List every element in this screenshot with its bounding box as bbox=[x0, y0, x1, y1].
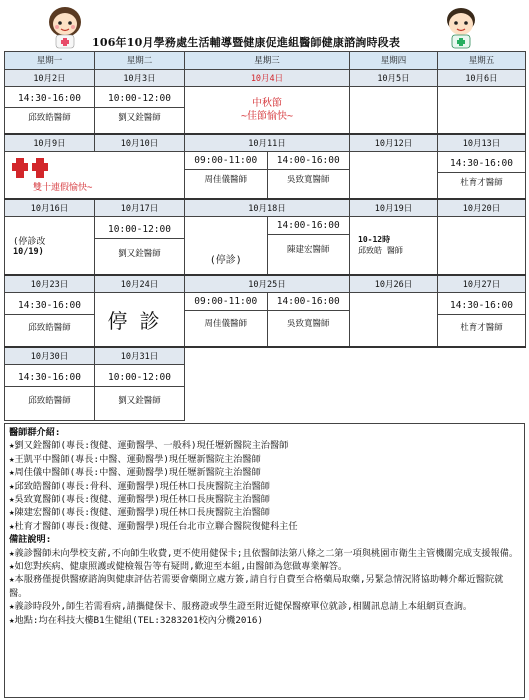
date-cell: 10月11日 bbox=[185, 134, 350, 152]
girl-mascot-icon bbox=[42, 2, 88, 50]
schedule-row bbox=[5, 364, 526, 420]
page-title: 106年10月學務處生活輔導暨健康促進組醫師健康諮詢時段表 bbox=[92, 36, 401, 49]
doctor-bio: ★吳致寬醫師(專長:復健、運動醫學)現任林口長庚醫院主治醫師 bbox=[9, 494, 270, 506]
empty-cell bbox=[438, 87, 526, 134]
slot-cell bbox=[438, 293, 526, 347]
makeup-cell bbox=[350, 216, 438, 275]
weekday-mon: 星期一 bbox=[5, 52, 95, 70]
doctor-bio: ★周佳儀中醫師(專長:中醫、運動醫學)現任壢新醫院主治醫師 bbox=[9, 467, 261, 479]
blank-cell bbox=[438, 364, 526, 420]
note-item: ★本服務僅提供醫療諮詢與健康評估若需要會藥開立處方簽,請自行自費至合格藥局取藥,另緊急情況將協助轉介鄰近醫院就醫。 bbox=[9, 574, 504, 599]
slot-doctor: 劉又銓醫師 bbox=[118, 113, 161, 124]
date-row bbox=[5, 134, 526, 152]
slot-time: 09:00-11:00 bbox=[185, 293, 267, 311]
red-cross-icon bbox=[9, 155, 53, 181]
blank-cell bbox=[350, 347, 438, 365]
slot-cell bbox=[5, 293, 95, 347]
slot-doctor: 陳建宏醫師 bbox=[286, 244, 330, 255]
slot-cell bbox=[5, 87, 95, 134]
blank-cell bbox=[185, 364, 350, 420]
cancelled-label: 停診 bbox=[107, 309, 172, 333]
slot-doctor: 周佳儀醫師 bbox=[204, 174, 247, 185]
slot-doctor: 吳致寬醫師 bbox=[286, 319, 330, 330]
split-cell bbox=[185, 151, 350, 198]
doctors-heading: 醫師群介紹: bbox=[9, 427, 61, 438]
cancel-note: (停診改 bbox=[13, 236, 46, 247]
note-item: ★義診醫師未向學校支薪,不向師生收費,更不使用健保卡;且依醫師法第八條之二第一項與桃園市衛生主管機關完成支援報備。 bbox=[9, 547, 519, 559]
weekday-tue: 星期二 bbox=[95, 52, 185, 70]
schedule-row bbox=[5, 87, 526, 134]
slot-time: 14:00-16:00 bbox=[268, 293, 350, 311]
holiday-greeting: 雙十連假愉快~ bbox=[33, 182, 93, 193]
slot-time: 10:00-12:00 bbox=[95, 221, 184, 239]
weekday-header-row bbox=[5, 52, 526, 70]
doctor-bio: ★杜育才醫師(專長:復健、運動醫學)現任台北市立聯合醫院復健科主任 bbox=[9, 520, 298, 532]
blank-cell bbox=[438, 347, 526, 365]
date-cell: 10月20日 bbox=[438, 199, 526, 217]
slot-time: 10:00-12:00 bbox=[95, 369, 184, 387]
split-cell bbox=[185, 293, 350, 347]
header bbox=[0, 0, 529, 52]
holiday-label: 中秋節 bbox=[252, 97, 282, 109]
date-cell: 10月9日 bbox=[5, 134, 95, 152]
date-cell: 10月27日 bbox=[438, 275, 526, 293]
split-cell bbox=[185, 216, 350, 275]
note-item: ★地點:均在科技大樓B1生健組(TEL:3283201校內分機2016) bbox=[9, 614, 263, 626]
slot-time: 14:30-16:00 bbox=[5, 297, 94, 315]
slot-time: 14:30-16:00 bbox=[5, 369, 94, 387]
date-cell: 10月19日 bbox=[350, 199, 438, 217]
date-cell: 10月13日 bbox=[438, 134, 526, 152]
makeup-time: 10-12時 bbox=[358, 235, 391, 245]
date-cell: 10月6日 bbox=[438, 69, 526, 87]
cancel-note-date: 10/19) bbox=[13, 246, 44, 257]
boy-mascot-icon bbox=[438, 2, 484, 50]
note-item: ★如您對疾病、健康照護或健檢報告等有疑問,歡迎至本組,由醫師為您做專業解答。 bbox=[9, 561, 348, 573]
empty-cell bbox=[438, 216, 526, 275]
slot-time: 14:00-16:00 bbox=[268, 152, 350, 170]
date-cell: 10月24日 bbox=[95, 275, 185, 293]
holiday-cell bbox=[185, 87, 350, 134]
doctor-bio: ★邱致皓醫師(專長:骨科、運動醫學)現任林口長庚醫院主治醫師 bbox=[9, 480, 270, 492]
note-item: ★義診時段外,師生若需看病,請攜健保卡、服務證或學生證至附近健保醫療單位就診,相關訊息請上本組網頁查詢。 bbox=[9, 601, 473, 613]
date-cell: 10月26日 bbox=[350, 275, 438, 293]
slot-cell bbox=[95, 364, 185, 420]
date-cell: 10月30日 bbox=[5, 347, 95, 365]
date-cell: 10月12日 bbox=[350, 134, 438, 152]
date-cell: 10月17日 bbox=[95, 199, 185, 217]
doctor-bio: ★陳建宏醫師(專長:復健、運動醫學)現任林口長庚醫院主治醫師 bbox=[9, 507, 270, 519]
slot-time: 10:00-12:00 bbox=[95, 90, 184, 108]
empty-cell bbox=[350, 87, 438, 134]
slot-doctor: 周佳儀醫師 bbox=[204, 319, 247, 330]
note-cell bbox=[5, 216, 95, 275]
cancelled-cell bbox=[95, 293, 185, 347]
doctor-bio: ★王凱平中醫師(專長:中醫、運動醫學)現任壢新醫院主治醫師 bbox=[9, 453, 261, 465]
weekday-fri: 星期五 bbox=[438, 52, 526, 70]
weekday-thu: 星期四 bbox=[350, 52, 438, 70]
schedule-row bbox=[5, 293, 526, 347]
schedule-row bbox=[5, 151, 526, 198]
holiday-cell bbox=[5, 151, 185, 198]
date-cell: 10月18日 bbox=[185, 199, 350, 217]
slot-time: 14:30-16:00 bbox=[438, 155, 525, 173]
date-cell: 10月10日 bbox=[95, 134, 185, 152]
slot-time: 14:30-16:00 bbox=[5, 90, 94, 108]
date-row bbox=[5, 199, 526, 217]
slot-doctor: 邱致皓醫師 bbox=[28, 323, 71, 333]
date-cell: 10月23日 bbox=[5, 275, 95, 293]
holiday-greeting: ~佳節愉快~ bbox=[240, 110, 294, 122]
empty-cell bbox=[350, 151, 438, 198]
weekday-wed: 星期三 bbox=[185, 52, 350, 70]
slot-doctor: 邱致皓醫師 bbox=[28, 395, 71, 406]
doctor-bio: ★劉又銓醫師(專長:復健、運動醫學、一般科)現任壢新醫院主治醫師 bbox=[9, 440, 289, 452]
slot-time: 09:00-11:00 bbox=[185, 152, 267, 170]
slot-cell bbox=[5, 364, 95, 420]
date-cell: 10月16日 bbox=[5, 199, 95, 217]
blank-cell bbox=[350, 364, 438, 420]
blank-cell bbox=[185, 347, 350, 365]
slot-time: 14:30-16:00 bbox=[438, 297, 525, 315]
date-cell: 10月3日 bbox=[95, 69, 185, 87]
info-panel bbox=[4, 423, 525, 698]
empty-cell bbox=[350, 293, 438, 347]
date-cell: 10月2日 bbox=[5, 69, 95, 87]
slot-doctor: 邱致皓醫師 bbox=[28, 113, 71, 124]
makeup-doctor: 邱致皓 醫師 bbox=[358, 246, 403, 256]
date-row bbox=[5, 69, 526, 87]
date-cell: 10月5日 bbox=[350, 69, 438, 87]
schedule-table bbox=[4, 51, 526, 421]
date-row bbox=[5, 347, 526, 365]
slot-doctor: 劉又銓醫師 bbox=[118, 395, 161, 406]
slot-doctor: 杜育才醫師 bbox=[460, 323, 503, 333]
cancel-note: (停診) bbox=[185, 217, 268, 274]
slot-time: 14:00-16:00 bbox=[268, 217, 350, 235]
slot-cell bbox=[95, 216, 185, 275]
notes-heading: 備註說明: bbox=[9, 534, 52, 546]
slot-cell bbox=[438, 151, 526, 198]
date-cell-holiday: 10月4日 bbox=[185, 69, 350, 87]
schedule-row bbox=[5, 216, 526, 275]
slot-doctor: 杜育才醫師 bbox=[460, 178, 503, 189]
date-cell: 10月31日 bbox=[95, 347, 185, 365]
slot-doctor: 劉又銓醫師 bbox=[118, 248, 161, 259]
slot-cell bbox=[95, 87, 185, 134]
slot-doctor: 吳致寬醫師 bbox=[286, 174, 330, 185]
date-cell: 10月25日 bbox=[185, 275, 350, 293]
date-row bbox=[5, 275, 526, 293]
